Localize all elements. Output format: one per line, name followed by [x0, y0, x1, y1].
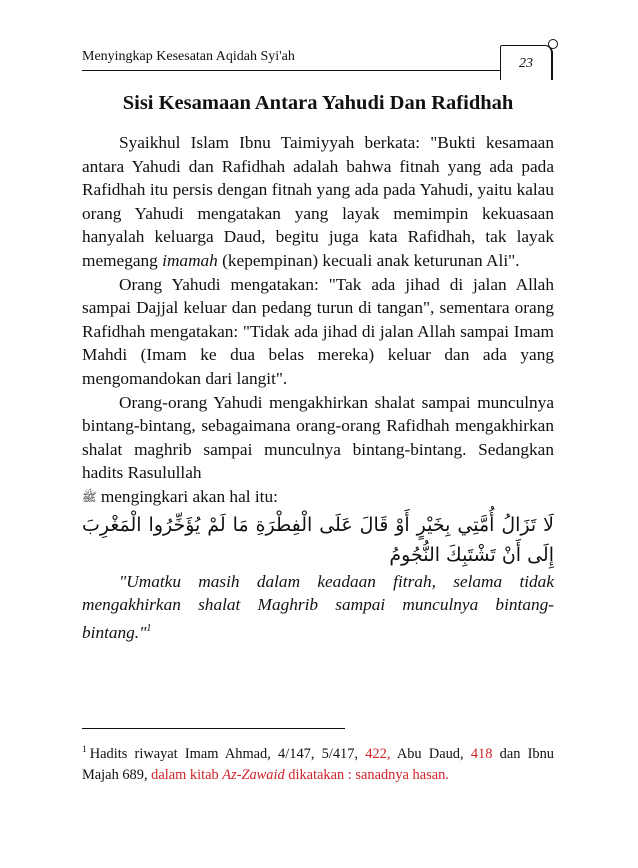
italic-term-imamah: imamah [162, 250, 218, 270]
paragraph-3: Orang-orang Yahudi mengakhirkan shalat sampai munculnya bintang-bintang, sebagaimana orang-orang Rafidhah mengakhirkan shalat maghrib sampai munculnya bintang-bintang. Sedangkan hadits Rasulullah ﷺ mengingkari akan hal itu: [82, 392, 554, 506]
chapter-title: Sisi Kesamaan Antara Yahudi Dan Rafidhah [122, 92, 514, 114]
footnote-number: 1 [82, 745, 87, 755]
arabic-hadith: لَا تَزَالُ أُمَّتِي بِخَيْرٍ أَوْ قَالَ عَلَى الْفِطْرَةِ مَا لَمْ يُؤَخِّرُوا الْمَغْرِبَ إِلَى أَنْ تَشْتَبِكَ النُّجُومُ [82, 513, 554, 566]
header-rule [82, 70, 500, 71]
running-header-title: Menyingkap Kesesatan Aqidah Syi'ah [82, 49, 295, 64]
paragraph-2: Orang Yahudi mengatakan: "Tak ada jihad di jalan Allah sampai Dajjal keluar dan pedang turun di tangan", sementara orang Rafidhah mengatakan: "Tidak ada jihad di jalan Allah sampai Imam Mahdi (Imam ke dua belas mereka) keluar dan ada yang mengomandokan dari langit". [82, 274, 554, 388]
page-number-box [500, 45, 553, 80]
footnote-red-text: dikatakan : sanadnya hasan. [284, 766, 449, 783]
page-header [82, 40, 554, 82]
footnote-red-text: dalam kitab [151, 766, 223, 783]
paragraph-1: Syaikhul Islam Ibnu Taimiyyah berkata: "Bukti kesamaan antara Yahudi dan Rafidhah adalah bahwa fitnah yang ada pada Rafidhah itu persis dengan fitnah yang ada pada Yahudi, yaitu kalau orang Yahudi mengatakan yang layak memimpin kekuasaan hanyalah keluarga Daud, begitu juga kata Rafidhah, tak layak memegang imamah (kepempinan) kecuali anak keturunan Ali". [82, 133, 554, 270]
footnote-red-text: 418 [470, 745, 493, 762]
footnote-red-italic: Az-Zawaid [222, 766, 285, 783]
page-number: 23 [519, 56, 533, 71]
translation-paragraph [82, 570, 554, 645]
footnote-red-text: 422, [365, 745, 391, 762]
footnote: $^1$ Hadits riwayat Imam Ahmad, 4/147, 5/417, 422, Abu Daud, 418 dan Ibnu Majah 689, dalam kitab Az-Zawaid dikatakan : sanadnya hasan. [82, 745, 554, 783]
footnote-marker: 1 [146, 622, 152, 634]
hadith-translation: "Umatku masih dalam keadaan fitrah, selama tidak mengakhirkan shalat Maghrib sampai munculnya bintang-bintang." [82, 571, 554, 642]
scroll-curl-ornament [548, 39, 558, 49]
footnote-rule [82, 728, 345, 729]
body-text [82, 131, 554, 644]
salawat-symbol: ﷺ [82, 489, 97, 504]
